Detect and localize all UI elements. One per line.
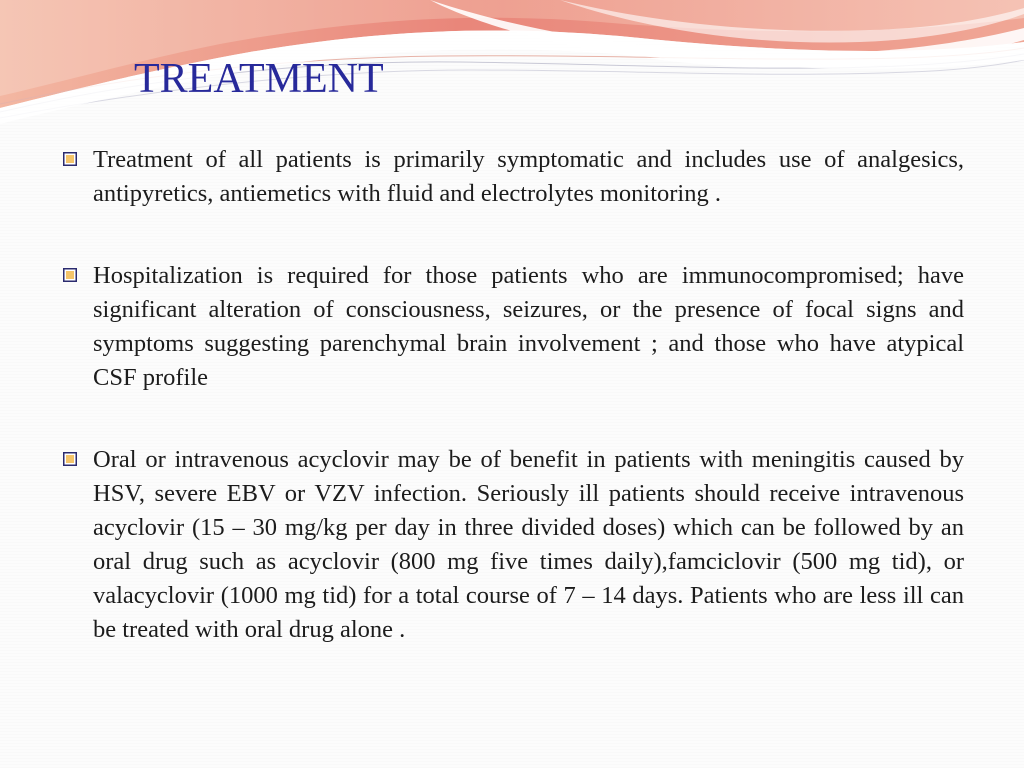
slide-title: TREATMENT: [134, 56, 384, 102]
checkbox-square-icon: [63, 268, 77, 282]
bullet-text: Oral or intravenous acyclovir may be of benefit in patients with meningitis caused by HSV, severe EBV or VZV infection. Seriously ill patients should receive intravenous acyclovir (15 – 30 mg/kg per day in three divided doses) which can be followed by an oral drug such as acyclovir (800 mg five times daily),famciclovir (500 mg tid), or valacyclovir (1000 mg tid) for a total course of 7 – 14 days. Patients who are less ill can be treated with oral drug alone .: [93, 446, 964, 643]
bullet-text: Hospitalization is required for those patients who are immunocompromised; have significant alteration of consciousness, seizures, or the presence of focal signs and symptoms suggesting parenchymal brain involvement ; and those who have atypical CSF profile: [93, 262, 964, 391]
bullet-text: Treatment of all patients is primarily symptomatic and includes use of analgesics, antipyretics, antiemetics with fluid and electrolytes monitoring .: [93, 146, 964, 207]
bullet-item: [60, 259, 964, 395]
bullet-list: [60, 143, 964, 647]
checkbox-square-icon: [63, 152, 77, 166]
bullet-item: [60, 443, 964, 647]
checkbox-square-icon: [63, 452, 77, 466]
bullet-item: [60, 143, 964, 211]
